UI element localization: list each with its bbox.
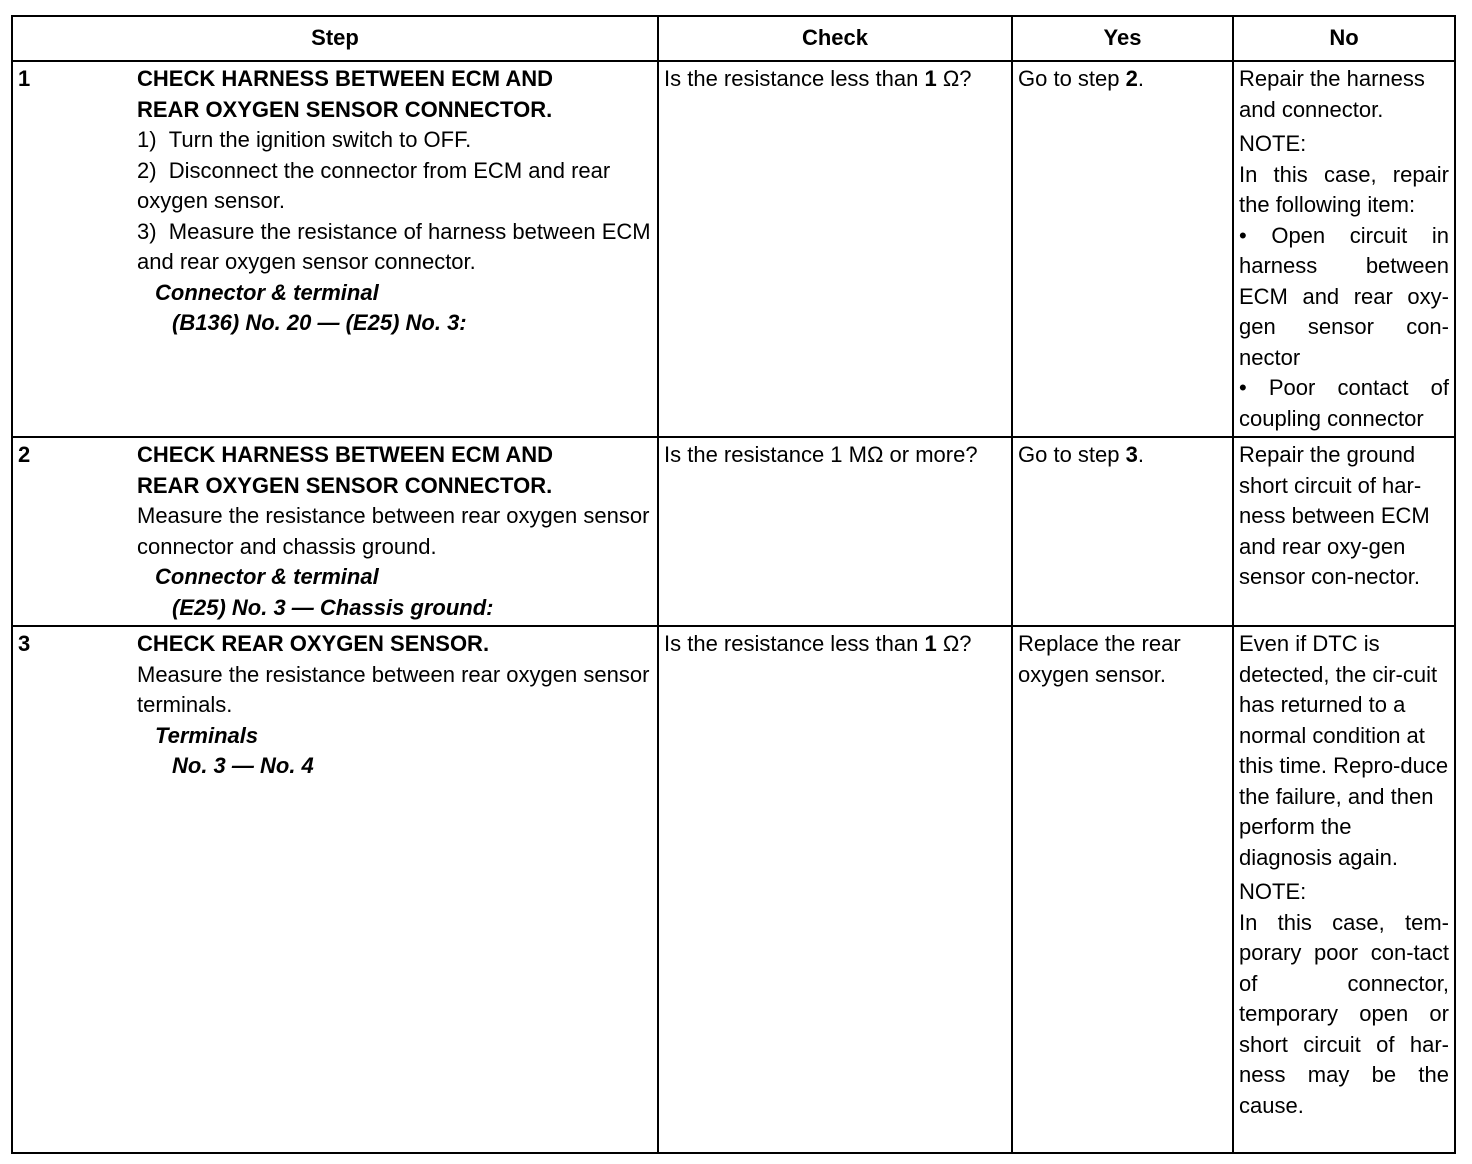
step-cell <box>12 437 658 626</box>
step-title: CHECK REAR OXYGEN SENSOR. <box>137 631 490 656</box>
step-instruction: 3) Measure the resistance of harness between ECM and rear oxygen sensor connector. <box>137 218 651 274</box>
header-no: No <box>1233 16 1455 61</box>
spec-label: Connector & terminal <box>155 564 379 589</box>
yes-cell <box>1012 437 1233 626</box>
step-instruction: 1) Turn the ignition switch to OFF. <box>137 127 472 152</box>
yes-suffix: . <box>1137 66 1144 91</box>
yes-text: Replace the rear oxygen sensor. <box>1018 631 1181 687</box>
no-main-text: Repair the ground short circuit of har-ness between ECM and rear oxy-gen sensor con-nector. <box>1239 442 1430 589</box>
no-main-text: Even if DTC is detected, the cir-cuit has returned to a normal condition at this time. Repro-duce the failure, and then perform the diagnosis again. <box>1239 631 1449 870</box>
note-bullet: • Open circuit in harness between ECM and rear oxy-gen sensor con-nector <box>1239 222 1449 370</box>
table-row <box>12 626 1455 1153</box>
note-bullet: • Poor contact of coupling connector <box>1239 375 1449 431</box>
note-label: NOTE: <box>1239 879 1307 904</box>
step-instruction: Measure the resistance between rear oxygen sensor terminals. <box>137 661 650 717</box>
step-cell <box>12 61 658 437</box>
step-instruction: 2) Disconnect the connector from ECM and rear oxygen sensor. <box>137 157 611 213</box>
diagnostic-table <box>11 15 1456 1154</box>
header-check: Check <box>658 16 1012 61</box>
step-title: CHECK HARNESS BETWEEN ECM AND <box>137 442 553 467</box>
yes-text: Go to step <box>1018 66 1126 91</box>
no-cell <box>1233 626 1455 1153</box>
table-row <box>12 437 1455 626</box>
step-instruction: Measure the resistance between rear oxygen sensor connector and chassis ground. <box>137 503 650 559</box>
note-label: NOTE: <box>1239 131 1307 156</box>
check-value: 1 <box>924 66 937 91</box>
yes-step-ref: 3 <box>1125 442 1138 467</box>
no-main-text: Repair the harness and connector. <box>1239 66 1425 122</box>
spec-value: (E25) No. 3 — Chassis ground: <box>172 594 494 620</box>
yes-step-ref: 2 <box>1125 66 1138 91</box>
check-unit: Ω? <box>936 631 972 656</box>
note-text: In this case, tem-porary poor con-tact of connector, temporary open or short circuit of har-ness may be the cause. <box>1239 909 1449 1118</box>
header-step: Step <box>12 16 658 61</box>
yes-cell <box>1012 626 1233 1153</box>
check-value: 1 <box>924 631 937 656</box>
spec-value: No. 3 — No. 4 <box>172 753 314 778</box>
yes-suffix: . <box>1137 442 1144 467</box>
step-title: REAR OXYGEN SENSOR CONNECTOR. <box>137 96 553 122</box>
step-title: REAR OXYGEN SENSOR CONNECTOR. <box>137 472 553 498</box>
yes-cell <box>1012 61 1233 437</box>
spec-value: (B136) No. 20 — (E25) No. 3: <box>172 310 467 335</box>
step-number: 2 <box>18 442 31 467</box>
table-row <box>12 61 1455 437</box>
check-cell <box>658 61 1012 437</box>
check-cell <box>658 437 1012 626</box>
note-text: In this case, repair the following item: <box>1239 161 1449 217</box>
no-cell <box>1233 437 1455 626</box>
check-text: Is the resistance 1 MΩ or more? <box>664 442 978 467</box>
step-cell <box>12 626 658 1153</box>
spec-label: Connector & terminal <box>155 279 379 305</box>
yes-text: Go to step <box>1018 442 1126 467</box>
spec-label: Terminals <box>155 722 259 748</box>
check-unit: Ω? <box>936 66 972 91</box>
check-text: Is the resistance less than <box>664 66 919 91</box>
check-text: Is the resistance less than <box>664 631 919 656</box>
header-yes: Yes <box>1012 16 1233 61</box>
no-cell <box>1233 61 1455 437</box>
check-cell <box>658 626 1012 1153</box>
table-header-row <box>12 16 1455 61</box>
step-number: 1 <box>18 66 31 91</box>
step-title: CHECK HARNESS BETWEEN ECM AND <box>137 66 553 91</box>
step-number: 3 <box>18 631 31 656</box>
